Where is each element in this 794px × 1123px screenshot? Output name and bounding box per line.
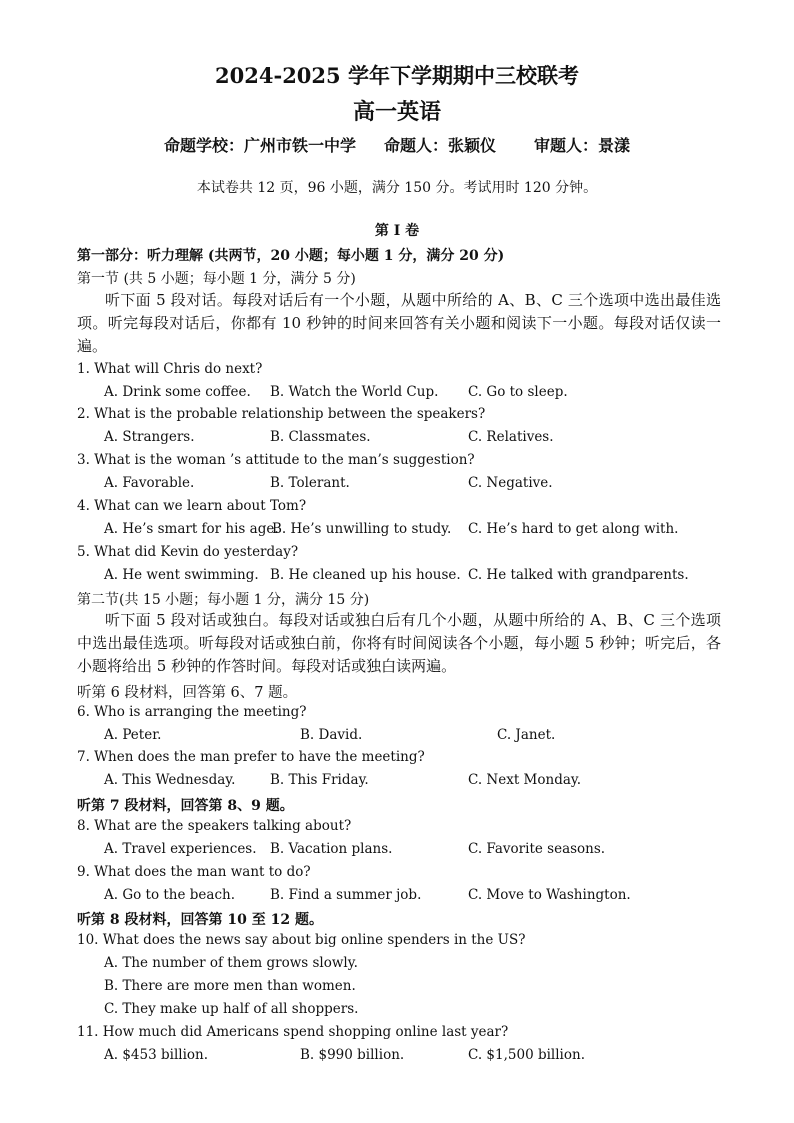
q6-option-a: A. Peter. bbox=[104, 727, 162, 743]
question-7: 7. When does the man prefer to have the meeting? bbox=[77, 749, 425, 765]
q10-option-b: B. There are more men than women. bbox=[104, 978, 356, 994]
q5-option-a: A. He went swimming. bbox=[104, 567, 259, 583]
q2-option-b: B. Classmates. bbox=[270, 429, 371, 445]
q9-option-a: A. Go to the beach. bbox=[104, 887, 236, 903]
section1-heading: 第一节 (共 5 小题；每小题 1 分，满分 5 分) bbox=[77, 271, 356, 287]
section2-heading: 第二节(共 15 小题；每小题 1 分，满分 15 分) bbox=[77, 592, 370, 608]
exam-subject: 高一英语 bbox=[352, 99, 441, 125]
exam-authors bbox=[0, 133, 794, 156]
q2-option-c: C. Relatives. bbox=[468, 429, 554, 445]
q6-option-c: C. Janet. bbox=[497, 727, 556, 743]
q8-option-c: C. Favorite seasons. bbox=[468, 841, 606, 857]
volume-heading: 第 I 卷 bbox=[374, 223, 420, 239]
q2-option-a: A. Strangers. bbox=[104, 429, 195, 445]
q11-option-a: A. $453 billion. bbox=[104, 1047, 209, 1063]
q7-option-a: A. This Wednesday. bbox=[104, 772, 236, 788]
q6-option-b: B. David. bbox=[300, 727, 363, 743]
q11-option-c: C. $1,500 billion. bbox=[468, 1047, 585, 1063]
section1-instructions: 听下面 5 段对话。每段对话后有一个小题，从题中所给的 A、B、C 三个选项中选出最佳选项。听完每段对话后，你都有 10 秒钟的时间来回答有关小题和阅读下一小题。每段对话仅读一遍。 bbox=[77, 291, 721, 355]
q5-option-c: C. He talked with grandparents. bbox=[468, 567, 689, 583]
q4-option-c: C. He’s hard to get along with. bbox=[468, 521, 679, 537]
q7-option-c: C. Next Monday. bbox=[468, 772, 582, 788]
q9-option-b: B. Find a summer job. bbox=[270, 887, 422, 903]
exam-title: 2024-2025 学年下学期期中三校联考 bbox=[215, 63, 579, 88]
setter-school: 命题学校：广州市铁一中学 bbox=[163, 136, 356, 155]
question-5: 5. What did Kevin do yesterday? bbox=[77, 544, 299, 560]
q8-option-a: A. Travel experiences. bbox=[104, 841, 257, 857]
q3-option-c: C. Negative. bbox=[468, 475, 553, 491]
q3-option-b: B. Tolerant. bbox=[270, 475, 350, 491]
material-6-heading: 听第 6 段材料，回答第 6、7 题。 bbox=[77, 685, 298, 701]
question-6: 6. Who is arranging the meeting? bbox=[77, 704, 307, 720]
q10-option-a: A. The number of them grows slowly. bbox=[104, 955, 358, 971]
q5-option-b: B. He cleaned up his house. bbox=[270, 567, 461, 583]
question-10: 10. What does the news say about big online spenders in the US? bbox=[77, 932, 526, 948]
q1-option-c: C. Go to sleep. bbox=[468, 384, 568, 400]
section2-instructions: 听下面 5 段对话或独白。每段对话或独白后有几个小题，从题中所给的 A、B、C 三个选项中选出最佳选项。听每段对话或独白前，你将有时间阅读各个小题，每小题 5 秒钟；听完后，各小题将给出 5 秒钟的作答时间。每段对话或独白读两遍。 bbox=[77, 611, 721, 675]
q11-option-b: B. $990 billion. bbox=[300, 1047, 405, 1063]
q1-option-a: A. Drink some coffee. bbox=[104, 384, 251, 400]
question-11: 11. How much did Americans spend shopping online last year? bbox=[77, 1024, 509, 1040]
question-setter: 命题人：张颖仪 bbox=[383, 136, 496, 155]
material-8-heading: 听第 8 段材料，回答第 10 至 12 题。 bbox=[77, 912, 323, 928]
question-reviewer: 审题人：景漾 bbox=[534, 136, 631, 155]
q8-option-b: B. Vacation plans. bbox=[270, 841, 393, 857]
question-4: 4. What can we learn about Tom? bbox=[77, 498, 307, 514]
material-7-heading: 听第 7 段材料，回答第 8、9 题。 bbox=[77, 798, 294, 814]
q7-option-b: B. This Friday. bbox=[270, 772, 369, 788]
question-1: 1. What will Chris do next? bbox=[77, 361, 263, 377]
q1-option-b: B. Watch the World Cup. bbox=[270, 384, 439, 400]
question-3: 3. What is the woman ’s attitude to the man’s suggestion? bbox=[77, 452, 475, 468]
exam-info: 本试卷共 12 页，96 小题，满分 150 分。考试用时 120 分钟。 bbox=[196, 180, 598, 196]
q9-option-c: C. Move to Washington. bbox=[468, 887, 631, 903]
q10-option-c: C. They make up half of all shoppers. bbox=[104, 1001, 359, 1017]
question-8: 8. What are the speakers talking about? bbox=[77, 818, 352, 834]
part1-heading: 第一部分：听力理解 (共两节，20 小题；每小题 1 分，满分 20 分) bbox=[77, 248, 505, 264]
q3-option-a: A. Favorable. bbox=[104, 475, 195, 491]
question-9: 9. What does the man want to do? bbox=[77, 864, 311, 880]
question-2: 2. What is the probable relationship between the speakers? bbox=[77, 406, 486, 422]
q4-option-a: A. He’s smart for his age. bbox=[104, 521, 279, 537]
q4-option-b: B. He’s unwilling to study. bbox=[272, 521, 452, 537]
